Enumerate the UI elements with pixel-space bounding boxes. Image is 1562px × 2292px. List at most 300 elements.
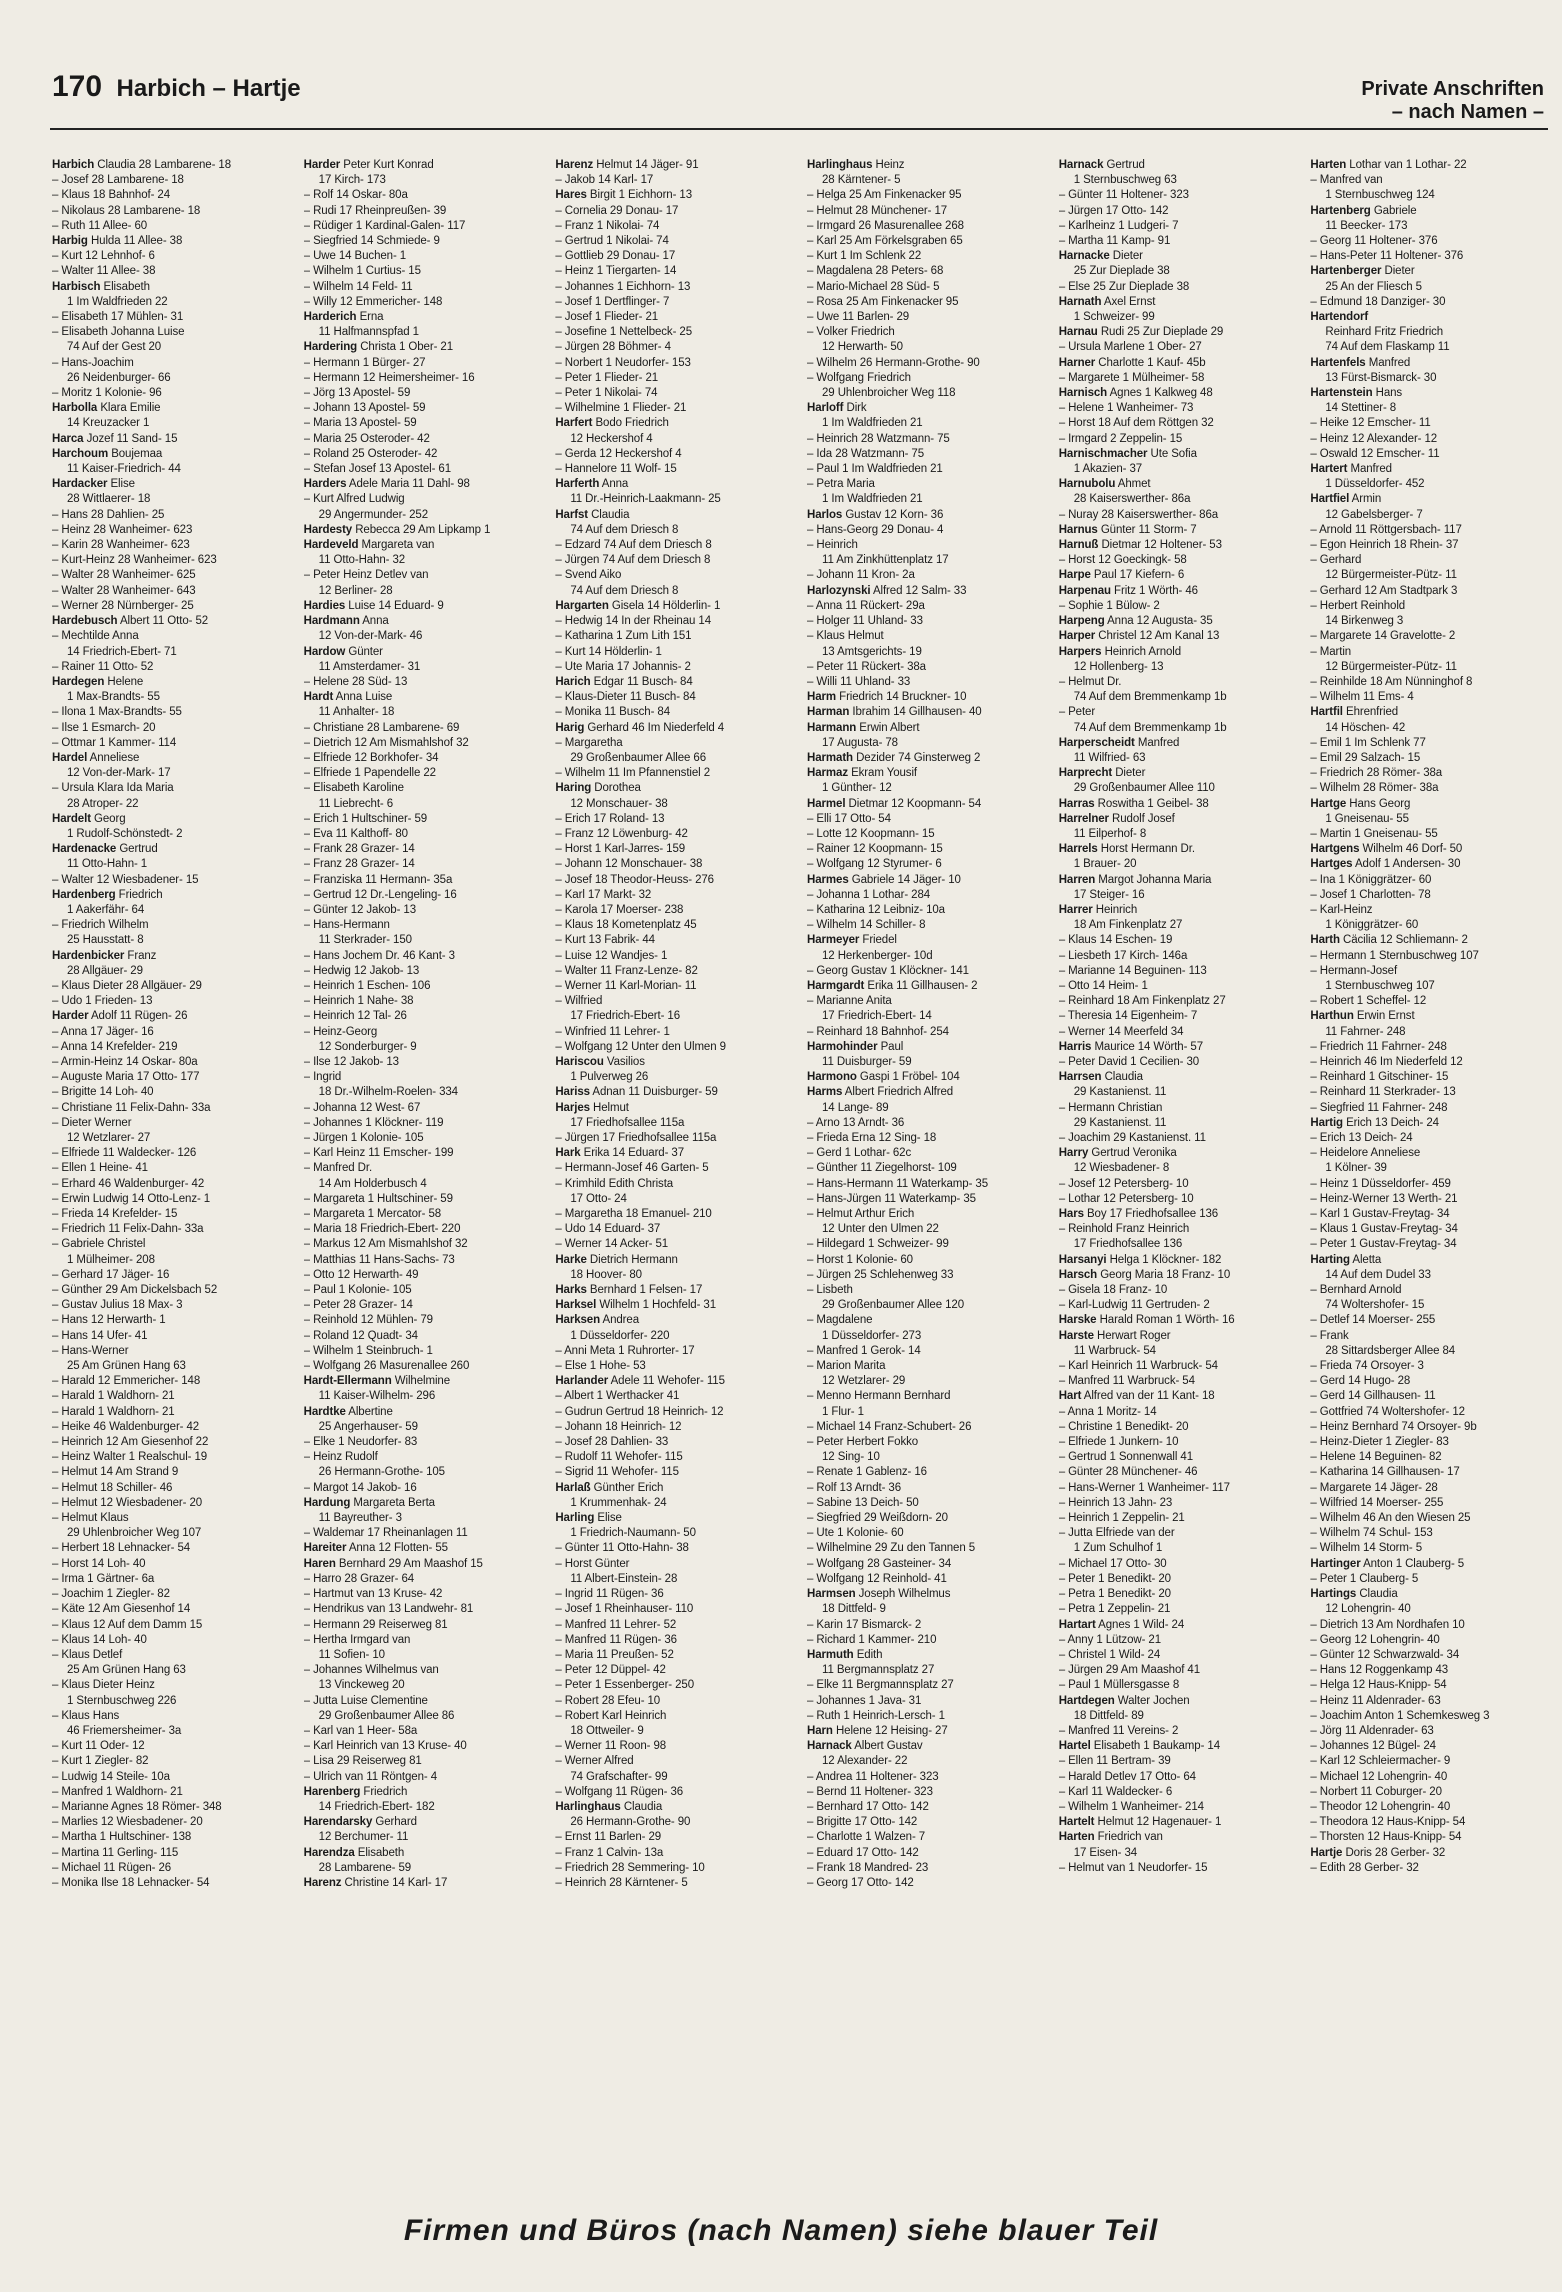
surname: Hartenfels [1310, 356, 1366, 369]
listing-entry [304, 1846, 542, 1861]
listing-entry [52, 1268, 290, 1283]
listing-entry [52, 1496, 290, 1511]
listing-entry [52, 340, 290, 355]
entry-detail: – Karl van 1 Heer- 58a [303, 1724, 418, 1737]
entry-detail: 17 Eisen- 34 [1073, 1846, 1138, 1859]
listing-entry [555, 1420, 793, 1435]
listing-entry [52, 1678, 290, 1693]
listing-entry [52, 1830, 290, 1845]
entry-detail: Horst Hermann Dr. [1100, 843, 1195, 856]
surname: Harmohinder [807, 1040, 878, 1053]
entry-detail: – Hans-Georg 29 Donau- 4 [807, 523, 944, 536]
entry-detail: 11 Amsterdamer- 31 [318, 660, 421, 673]
entry-detail: – Horst 1 Karl-Jarres- 159 [555, 843, 686, 856]
listing-entry [807, 1177, 1045, 1192]
listing-entry [304, 310, 542, 325]
entry-detail: Claudia [623, 1800, 663, 1813]
entry-detail: – Maria 18 Friedrich-Ebert- 220 [303, 1223, 461, 1236]
entry-detail: – Werner 11 Karl-Morian- 11 [555, 979, 697, 992]
entry-detail: – Peter 1 Nikolai- 74 [555, 387, 658, 400]
entry-detail: – Lisa 29 Reiserweg 81 [303, 1755, 422, 1768]
listing-entry [1059, 568, 1297, 583]
listing-entry [304, 949, 542, 964]
listing-entry [807, 751, 1045, 766]
entry-detail: 14 Lange- 89 [822, 1101, 889, 1114]
entry-detail: – Heinz 1 Tiergarten- 14 [555, 265, 677, 278]
listing-entry [304, 1785, 542, 1800]
listing-entry [807, 1663, 1045, 1678]
entry-detail: – Joachim Anton 1 Schemkesweg 3 [1310, 1709, 1490, 1722]
listing-entry [52, 1526, 290, 1541]
entry-detail: – Klaus 12 Auf dem Damm 15 [52, 1618, 203, 1631]
entry-detail: Ute Sofia [1150, 447, 1197, 460]
entry-detail: – Theresia 14 Eigenheim- 7 [1058, 1010, 1198, 1023]
listing-entry [555, 158, 793, 173]
listing-entry [1310, 1131, 1548, 1146]
entry-detail: – Günter 28 Münchener- 46 [1058, 1466, 1198, 1479]
listing-entry [304, 660, 542, 675]
entry-detail: – Josef 1 Dertflinger- 7 [555, 295, 670, 308]
entry-detail: – Wilhelm 11 Ems- 4 [1310, 691, 1414, 704]
entry-detail: 1 Kölner- 39 [1325, 1162, 1387, 1175]
listing-entry [555, 1830, 793, 1845]
listing-entry [1059, 1222, 1297, 1237]
entry-detail: – Jürgen 28 Böhmer- 4 [555, 341, 671, 354]
listing-entry [1059, 1237, 1297, 1252]
entry-detail: – Detlef 14 Moerser- 255 [1310, 1314, 1436, 1327]
listing-entry [52, 888, 290, 903]
entry-detail: – Willi 11 Uhland- 33 [807, 675, 911, 688]
entry-detail: 11 Sterkrader- 150 [318, 934, 412, 947]
surname: Hardering [303, 341, 358, 354]
surname: Harnau [1058, 326, 1098, 339]
entry-detail: Jozef 11 Sand- 15 [86, 432, 178, 445]
surname: Harenz [303, 1876, 342, 1889]
entry-detail: Agnes 1 Kalkweg 48 [1109, 387, 1213, 400]
entry-detail: – Josef 18 Theodor-Heuss- 276 [555, 873, 714, 886]
entry-detail: – Josefine 1 Nettelbeck- 25 [555, 326, 693, 339]
listing-entry [1310, 1237, 1548, 1252]
entry-detail: 74 Grafschafter- 99 [570, 1770, 668, 1783]
listing-entry [1059, 1374, 1297, 1389]
entry-detail: – Michael 17 Otto- 30 [1058, 1557, 1167, 1570]
listing-entry [1310, 1709, 1548, 1724]
listing-entry [807, 1161, 1045, 1176]
listing-entry [807, 781, 1045, 796]
listing-entry [1059, 401, 1297, 416]
entry-detail: 25 Hausstatt- 8 [67, 934, 144, 947]
listing-entry [304, 1222, 542, 1237]
listing-entry [1310, 1177, 1548, 1192]
listing-entry [555, 827, 793, 842]
listing-entry [304, 356, 542, 371]
listing-entry [52, 234, 290, 249]
entry-detail: – Heinrich 28 Kärntener- 5 [555, 1876, 688, 1889]
entry-detail: Rebecca 29 Am Lipkamp 1 [355, 523, 491, 536]
entry-detail: – Udo 1 Frieden- 13 [52, 995, 153, 1008]
entry-detail: 74 Auf dem Driesch 8 [570, 584, 679, 597]
listing-entry [1310, 568, 1548, 583]
entry-detail: – Heidelore Anneliese [1310, 1147, 1421, 1160]
listing-entry [1310, 447, 1548, 462]
entry-detail: – Helmut van 1 Neudorfer- 15 [1058, 1861, 1208, 1874]
entry-detail: – Anny 1 Lützow- 21 [1058, 1633, 1161, 1646]
entry-detail: – Helmut Klaus [52, 1512, 129, 1525]
entry-detail: – Hannelore 11 Wolf- 15 [555, 463, 677, 476]
listing-entry [1310, 1207, 1548, 1222]
entry-detail: – Eduard 17 Otto- 142 [807, 1846, 919, 1859]
entry-detail: 17 Friedhofsallee 136 [1073, 1238, 1183, 1251]
entry-detail: Boujemaa [111, 447, 163, 460]
entry-detail: Rudolf Josef [1112, 812, 1175, 825]
entry-detail: 1 Düsseldorfer- 220 [570, 1329, 670, 1342]
listing-entry [52, 599, 290, 614]
entry-detail: – Karl 25 Am Förkelsgraben 65 [807, 235, 963, 248]
surname: Harendarsky [303, 1816, 373, 1829]
entry-detail: – Heinz Walter 1 Realschul- 19 [52, 1451, 208, 1464]
entry-detail: – Wilhelm 26 Hermann-Grothe- 90 [807, 356, 980, 369]
listing-entry [555, 1800, 793, 1815]
entry-detail: Adolf 1 Andersen- 30 [1354, 858, 1461, 871]
listing-entry [1310, 1359, 1548, 1374]
listing-entry [1059, 492, 1297, 507]
listing-entry [807, 812, 1045, 827]
entry-detail: Walter Jochen [1117, 1694, 1190, 1707]
entry-detail: – Heinz 1 Düsseldorfer- 459 [1310, 1177, 1451, 1190]
entry-detail: – Maria 25 Osteroder- 42 [303, 432, 430, 445]
entry-detail: 1 Krummenhak- 24 [570, 1496, 667, 1509]
listing-entry [52, 857, 290, 872]
listing-entry [807, 1420, 1045, 1435]
listing-entry [1310, 508, 1548, 523]
entry-detail: – Helmut 14 Am Strand 9 [52, 1466, 179, 1479]
surname: Harmuth [807, 1648, 854, 1661]
entry-detail: Gerhard [375, 1816, 417, 1829]
listing-entry [555, 508, 793, 523]
listing-entry [1059, 584, 1297, 599]
listing-entry [52, 1876, 290, 1891]
listing-entry [52, 1116, 290, 1131]
entry-detail: 1 Sternbuschweg 107 [1325, 979, 1435, 992]
listing-entry [555, 553, 793, 568]
listing-entry [555, 1435, 793, 1450]
entry-detail: 17 Otto- 24 [570, 1192, 627, 1205]
listing-entry [52, 356, 290, 371]
listing-entry [52, 1207, 290, 1222]
surname: Hartfil [1310, 706, 1343, 719]
entry-detail: – Peter 1 Flieder- 21 [555, 371, 659, 384]
surname: Hartge [1310, 797, 1347, 810]
surname: Hardt [303, 691, 334, 704]
entry-detail: – Stefan Josef 13 Apostel- 61 [303, 463, 452, 476]
listing-entry [304, 690, 542, 705]
entry-detail: 14 Höschen- 42 [1325, 721, 1406, 734]
entry-detail: Anna [362, 615, 389, 628]
listing-entry [807, 1648, 1045, 1663]
entry-detail: – Günter 12 Schwarzwald- 34 [1310, 1648, 1460, 1661]
listing-entry [1059, 1329, 1297, 1344]
listing-entry [555, 538, 793, 553]
listing-entry [807, 827, 1045, 842]
listing-entry [52, 1374, 290, 1389]
listing-entry [555, 280, 793, 295]
listing-entry [807, 1846, 1045, 1861]
entry-detail: 11 Bergmannsplatz 27 [822, 1664, 935, 1677]
listing-entry [304, 614, 542, 629]
listing-entry [807, 1329, 1045, 1344]
listing-entry [1310, 918, 1548, 933]
listing-entry [555, 812, 793, 827]
entry-detail: – Horst 1 Kolonie- 60 [807, 1253, 913, 1266]
listing-entry [555, 1025, 793, 1040]
listing-entry [1310, 1724, 1548, 1739]
listing-entry [304, 994, 542, 1009]
listing-entry [1310, 188, 1548, 203]
surname: Harrelner [1058, 812, 1109, 825]
entry-detail: 1 Akazien- 37 [1073, 463, 1143, 476]
entry-detail: 11 Bayreuther- 3 [318, 1512, 402, 1525]
surname: Hardesty [303, 523, 353, 536]
surname: Harksel [555, 1299, 597, 1312]
surname: Harras [1058, 797, 1095, 810]
listing-entry [555, 797, 793, 812]
listing-entry [1310, 1557, 1548, 1572]
listing-entry [1059, 280, 1297, 295]
listing-entry [1310, 1435, 1548, 1450]
entry-detail: Friedel [862, 934, 897, 947]
entry-detail: – Jürgen 29 Am Maashof 41 [1058, 1664, 1201, 1677]
entry-detail: – Hans 12 Roggenkamp 43 [1310, 1664, 1449, 1677]
listing-entry [1059, 1405, 1297, 1420]
entry-detail: – Heinz 28 Wanheimer- 623 [52, 523, 193, 536]
listing-entry [807, 447, 1045, 462]
listing-entry [52, 1541, 290, 1556]
entry-detail: 29 Großenbaumer Allee 86 [318, 1709, 455, 1722]
listing-entry [304, 1116, 542, 1131]
entry-detail: – Klaus Detlef [52, 1648, 123, 1661]
entry-detail: Dieter [1112, 250, 1143, 263]
entry-detail: – Petra 1 Benedikt- 20 [1058, 1588, 1171, 1601]
listing-entry [807, 888, 1045, 903]
entry-detail: – Roland 12 Quadt- 34 [303, 1329, 418, 1342]
listing-entry [1059, 1055, 1297, 1070]
entry-detail: – Gustav Julius 18 Max- 3 [52, 1299, 183, 1312]
entry-detail: 12 Berchumer- 11 [318, 1831, 409, 1844]
listing-entry [807, 1709, 1045, 1724]
listing-entry [304, 675, 542, 690]
entry-detail: – Johanna 12 West- 67 [303, 1101, 421, 1114]
listing-entry [1059, 553, 1297, 568]
listing-entry [1059, 1602, 1297, 1617]
entry-detail: Herwart Roger [1097, 1329, 1171, 1342]
listing-entry [555, 705, 793, 720]
listing-entry [304, 629, 542, 644]
listing-entry [1310, 1101, 1548, 1116]
entry-detail: – Kurt 1 Im Schlenk 22 [807, 250, 922, 263]
listing-entry [52, 492, 290, 507]
listing-entry [807, 295, 1045, 310]
listing-entry [304, 538, 542, 553]
listing-entry [1059, 538, 1297, 553]
entry-detail: – Elfriede 1 Junkern- 10 [1058, 1436, 1179, 1449]
entry-detail: 1 Zum Schulhof 1 [1073, 1542, 1163, 1555]
listing-entry [1310, 1420, 1548, 1435]
entry-detail: 18 Hoover- 80 [570, 1268, 642, 1281]
entry-detail: Adnan 11 Duisburger- 59 [592, 1086, 718, 1099]
entry-detail: Christine 14 Karl- 17 [344, 1876, 448, 1889]
listing-entry [304, 340, 542, 355]
listing-entry [1310, 584, 1548, 599]
listing-entry [1059, 1754, 1297, 1769]
entry-detail: Luise 14 Eduard- 9 [348, 599, 444, 612]
listing-entry [52, 1237, 290, 1252]
listing-entry [807, 1131, 1045, 1146]
listing-entry [555, 219, 793, 234]
entry-detail: – Peter 1 Clauberg- 5 [1310, 1572, 1419, 1585]
listing-entry [1310, 538, 1548, 553]
entry-detail: – Gudrun Gertrud 18 Heinrich- 12 [555, 1405, 724, 1418]
listing-entry [1059, 1450, 1297, 1465]
surname: Harloff [807, 402, 844, 415]
entry-detail: 74 Auf dem Driesch 8 [570, 523, 679, 536]
listing-entry [1059, 873, 1297, 888]
surname: Harnacke [1058, 250, 1110, 263]
listing-entry [52, 1633, 290, 1648]
entry-detail: – Richard 1 Kammer- 210 [807, 1633, 937, 1646]
listing-entry [304, 295, 542, 310]
entry-detail: Adele 11 Wehofer- 115 [610, 1375, 725, 1388]
listing-entry [555, 873, 793, 888]
listing-entry [555, 1237, 793, 1252]
entry-detail: 12 Gabelsberger- 7 [1325, 508, 1423, 521]
listing-entry [1310, 310, 1548, 325]
listing-entry [1310, 1633, 1548, 1648]
entry-detail: – Horst 14 Loh- 40 [52, 1557, 146, 1570]
entry-detail: – Helene 28 Süd- 13 [303, 675, 408, 688]
entry-detail: Christa 1 Ober- 21 [360, 341, 453, 354]
listing-entry [555, 1648, 793, 1663]
listing-entry [1310, 1694, 1548, 1709]
entry-detail: – Hans-Jürgen 11 Waterkamp- 35 [807, 1192, 976, 1205]
listing-entry [52, 918, 290, 933]
entry-detail: – Heinz Rudolf [303, 1451, 378, 1464]
entry-detail: – Elli 17 Otto- 54 [807, 812, 891, 825]
entry-detail: – Gerhard [1310, 554, 1362, 567]
entry-detail: Claudia [1104, 1071, 1143, 1084]
listing-entry [555, 416, 793, 431]
listing-entry [1310, 1085, 1548, 1100]
listing-entry [1059, 249, 1297, 264]
listing-entry [1059, 1344, 1297, 1359]
listing-entry [555, 325, 793, 340]
surname: Harsanyi [1058, 1253, 1107, 1266]
surname: Harthun [1310, 1010, 1354, 1023]
entry-detail: – Franziska 11 Hermann- 35a [303, 873, 453, 886]
listing-entry [1059, 964, 1297, 979]
entry-detail: – Gertrud 1 Nikolai- 74 [555, 235, 669, 248]
listing-entry [1059, 1694, 1297, 1709]
entry-detail: Andrea [602, 1314, 639, 1327]
entry-detail: – Hedwig 14 In der Rheinau 14 [555, 615, 711, 628]
entry-detail: Adolf 11 Rügen- 26 [90, 1010, 188, 1023]
entry-detail: – Edmund 18 Danziger- 30 [1310, 295, 1446, 308]
entry-detail: – Peter David 1 Cecilien- 30 [1058, 1055, 1200, 1068]
listing-entry [807, 857, 1045, 872]
entry-detail: – Frieda 74 Orsoyer- 3 [1310, 1360, 1424, 1373]
listing-entry [52, 1040, 290, 1055]
entry-detail: 25 Am Grünen Hang 63 [67, 1360, 186, 1373]
entry-detail: – Karl Heinrich 11 Warbruck- 54 [1058, 1360, 1218, 1373]
listing-entry [555, 295, 793, 310]
surname: Harbisch [52, 280, 101, 293]
listing-entry [52, 432, 290, 447]
listing-entry [555, 1253, 793, 1268]
listing-entry [807, 1724, 1045, 1739]
entry-detail: – Johannes 12 Bügel- 24 [1310, 1740, 1436, 1753]
listing-entry [1059, 903, 1297, 918]
listing-entry [807, 979, 1045, 994]
entry-detail: 14 Birkenweg 3 [1325, 615, 1404, 628]
surname: Harmgardt [807, 979, 865, 992]
listing-entry [807, 523, 1045, 538]
surname: Harenberg [303, 1785, 361, 1798]
listing-entry [1059, 1572, 1297, 1587]
entry-detail: – Armin-Heinz 14 Oskar- 80a [52, 1055, 198, 1068]
listing-entry [52, 401, 290, 416]
listing-entry [1310, 1800, 1548, 1815]
listing-entry [1059, 188, 1297, 203]
listing-entry [1310, 1450, 1548, 1465]
listing-entry [807, 705, 1045, 720]
listing-entry [807, 340, 1045, 355]
entry-detail: 12 Heckershof 4 [570, 432, 653, 445]
listing-entry [1310, 1648, 1548, 1663]
entry-detail: 1 Gneisenau- 55 [1325, 812, 1409, 825]
listing-entry [304, 280, 542, 295]
listing-entry [807, 1389, 1045, 1404]
entry-detail: – Heike 12 Emscher- 11 [1310, 417, 1431, 430]
listing-entry [1310, 1602, 1548, 1617]
listing-entry [1310, 1481, 1548, 1496]
listing-entry [807, 1237, 1045, 1252]
entry-detail: 18 Dr.-Wilhelm-Roelen- 334 [318, 1086, 458, 1099]
entry-detail: Boy 17 Friedhofsallee 136 [1086, 1208, 1219, 1221]
listing-entry [555, 462, 793, 477]
entry-detail: – Udo 14 Eduard- 37 [555, 1223, 661, 1236]
listing-entry [52, 447, 290, 462]
listing-entry [555, 918, 793, 933]
listing-entry [1059, 1648, 1297, 1663]
listing-entry [807, 1405, 1045, 1420]
entry-detail: – Wilhelm 1 Steinbruch- 1 [303, 1344, 433, 1357]
surname: Hartgens [1310, 843, 1360, 856]
entry-detail: 11 Beecker- 173 [1325, 219, 1408, 232]
entry-detail: 17 Kirch- 173 [318, 174, 386, 187]
entry-detail: – Harald Detlev 17 Otto- 64 [1058, 1770, 1196, 1783]
listing-entry [807, 477, 1045, 492]
entry-detail: – Petra 1 Zeppelin- 21 [1058, 1603, 1171, 1616]
entry-detail: Edith [856, 1648, 883, 1661]
listing-entry [807, 158, 1045, 173]
entry-detail: – Karlheinz 1 Ludgeri- 7 [1058, 219, 1179, 232]
entry-detail: – Winfried 11 Lehrer- 1 [555, 1025, 670, 1038]
listing-entry [555, 1344, 793, 1359]
entry-detail: – Hans 12 Herwarth- 1 [52, 1314, 166, 1327]
entry-detail: – Uwe 11 Barlen- 29 [807, 311, 910, 324]
footer-note: Firmen und Büros (nach Namen) siehe blauer Teil [403, 2214, 1159, 2247]
entry-detail: – Luise 12 Wandjes- 1 [555, 949, 668, 962]
entry-detail: 14 Auf dem Dudel 33 [1325, 1268, 1431, 1281]
